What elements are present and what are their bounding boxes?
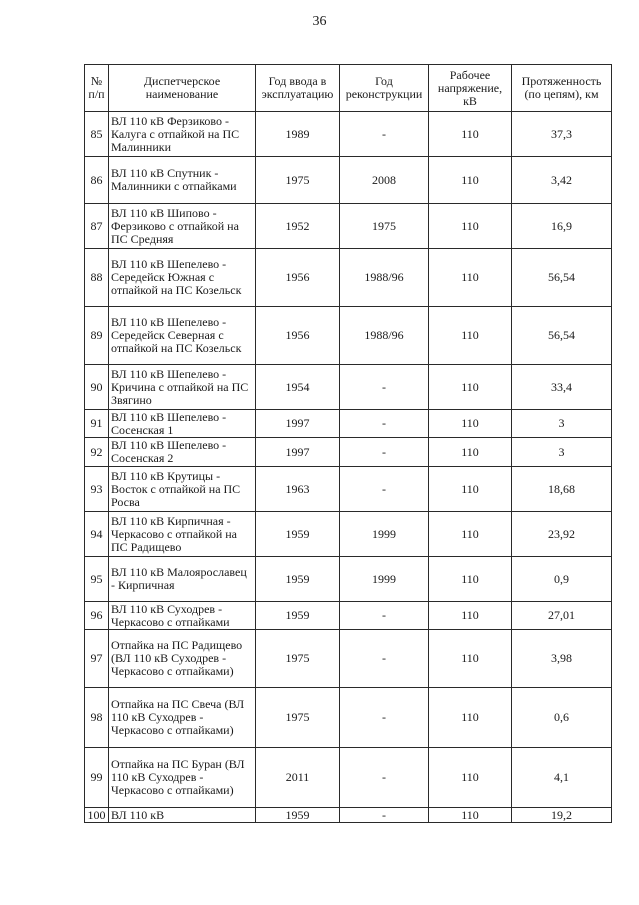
row-number-cell: 90: [85, 365, 109, 410]
table-row: [85, 365, 612, 410]
row-number-cell: 99: [85, 748, 109, 808]
row-number-cell: 93: [85, 467, 109, 512]
voltage-cell: 110: [429, 365, 512, 410]
reconstruction-year-cell: 1999: [340, 557, 429, 602]
reconstruction-year-cell: -: [340, 748, 429, 808]
header-name: Диспетчерское наименование: [109, 65, 256, 112]
table-row: [85, 307, 612, 365]
page-number: 36: [312, 14, 327, 29]
length-cell: 23,92: [512, 512, 612, 557]
voltage-cell: 110: [429, 112, 512, 157]
row-number-cell: 86: [85, 157, 109, 204]
reconstruction-year-cell: 1988/96: [340, 249, 429, 307]
length-cell: 56,54: [512, 307, 612, 365]
reconstruction-year-cell: -: [340, 112, 429, 157]
table-body: [85, 112, 612, 823]
reconstruction-year-cell: 2008: [340, 157, 429, 204]
reconstruction-year-cell: -: [340, 688, 429, 748]
commission-year-cell: 1963: [256, 467, 340, 512]
voltage-cell: 110: [429, 557, 512, 602]
commission-year-cell: 1975: [256, 688, 340, 748]
header-voltage: Рабочее напряжение, кВ: [429, 65, 512, 112]
length-cell: 27,01: [512, 602, 612, 630]
line-name-cell: ВЛ 110 кВ Шепелево - Середейск Южная с отпайкой на ПС Козельск: [109, 249, 256, 307]
table-row: [85, 410, 612, 438]
line-name-cell: Отпайка на ПС Свеча (ВЛ 110 кВ Суходрев - Черкасово с отпайками): [109, 688, 256, 748]
line-name-cell: ВЛ 110 кВ Крутицы - Восток с отпайкой на ПС Росва: [109, 467, 256, 512]
length-cell: 56,54: [512, 249, 612, 307]
reconstruction-year-cell: -: [340, 438, 429, 467]
line-name-cell: ВЛ 110 кВ Кирпичная - Черкасово с отпайкой на ПС Радищево: [109, 512, 256, 557]
table-row: [85, 688, 612, 748]
commission-year-cell: 1956: [256, 249, 340, 307]
voltage-cell: 110: [429, 467, 512, 512]
table-row: [85, 748, 612, 808]
table-row: [85, 112, 612, 157]
reconstruction-year-cell: -: [340, 630, 429, 688]
reconstruction-year-cell: 1999: [340, 512, 429, 557]
commission-year-cell: 1956: [256, 307, 340, 365]
voltage-cell: 110: [429, 630, 512, 688]
voltage-cell: 110: [429, 688, 512, 748]
voltage-cell: 110: [429, 307, 512, 365]
table-row: [85, 557, 612, 602]
length-cell: 33,4: [512, 365, 612, 410]
row-number-cell: 100: [85, 808, 109, 823]
table-row: [85, 157, 612, 204]
header-recon: Год реконструкции: [340, 65, 429, 112]
commission-year-cell: 1959: [256, 512, 340, 557]
commission-year-cell: 1975: [256, 630, 340, 688]
reconstruction-year-cell: 1975: [340, 204, 429, 249]
row-number-cell: 92: [85, 438, 109, 467]
line-name-cell: ВЛ 110 кВ Спутник - Малинники с отпайками: [109, 157, 256, 204]
reconstruction-year-cell: -: [340, 410, 429, 438]
header-year: Год ввода в эксплуатацию: [256, 65, 340, 112]
line-name-cell: Отпайка на ПС Радищево (ВЛ 110 кВ Суходрев - Черкасово с отпайками): [109, 630, 256, 688]
reconstruction-year-cell: -: [340, 808, 429, 823]
length-cell: 3: [512, 438, 612, 467]
length-cell: 37,3: [512, 112, 612, 157]
line-name-cell: Отпайка на ПС Буран (ВЛ 110 кВ Суходрев - Черкасово с отпайками): [109, 748, 256, 808]
line-name-cell: ВЛ 110 кВ Шепелево - Середейск Северная с отпайкой на ПС Козельск: [109, 307, 256, 365]
length-cell: 19,2: [512, 808, 612, 823]
reconstruction-year-cell: -: [340, 602, 429, 630]
transmission-lines-table: [84, 64, 612, 823]
commission-year-cell: 1975: [256, 157, 340, 204]
length-cell: 16,9: [512, 204, 612, 249]
row-number-cell: 96: [85, 602, 109, 630]
table-row: [85, 630, 612, 688]
length-cell: 0,9: [512, 557, 612, 602]
row-number-cell: 95: [85, 557, 109, 602]
length-cell: 3,98: [512, 630, 612, 688]
line-name-cell: ВЛ 110 кВ Шипово - Ферзиково с отпайкой на ПС Средняя: [109, 204, 256, 249]
length-cell: 18,68: [512, 467, 612, 512]
table-row: [85, 204, 612, 249]
reconstruction-year-cell: -: [340, 467, 429, 512]
line-name-cell: ВЛ 110 кВ Ферзиково - Калуга с отпайкой на ПС Малинники: [109, 112, 256, 157]
header-length: Протяженность (по цепям), км: [512, 65, 612, 112]
row-number-cell: 98: [85, 688, 109, 748]
row-number-cell: 87: [85, 204, 109, 249]
voltage-cell: 110: [429, 249, 512, 307]
line-name-cell: ВЛ 110 кВ Малоярославец - Кирпичная: [109, 557, 256, 602]
voltage-cell: 110: [429, 512, 512, 557]
commission-year-cell: 1959: [256, 808, 340, 823]
table-row: [85, 808, 612, 823]
line-name-cell: ВЛ 110 кВ Суходрев - Черкасово с отпайками: [109, 602, 256, 630]
reconstruction-year-cell: 1988/96: [340, 307, 429, 365]
line-name-cell: ВЛ 110 кВ Шепелево - Сосенская 2: [109, 438, 256, 467]
header-num: № п/п: [85, 65, 109, 112]
voltage-cell: 110: [429, 748, 512, 808]
table-row: [85, 249, 612, 307]
line-name-cell: ВЛ 110 кВ Шепелево - Сосенская 1: [109, 410, 256, 438]
commission-year-cell: 1952: [256, 204, 340, 249]
commission-year-cell: 1989: [256, 112, 340, 157]
table-row: [85, 512, 612, 557]
commission-year-cell: 1997: [256, 410, 340, 438]
commission-year-cell: 1959: [256, 602, 340, 630]
table-row: [85, 467, 612, 512]
length-cell: 4,1: [512, 748, 612, 808]
length-cell: 0,6: [512, 688, 612, 748]
line-name-cell: ВЛ 110 кВ: [109, 808, 256, 823]
commission-year-cell: 2011: [256, 748, 340, 808]
table-row: [85, 438, 612, 467]
length-cell: 3,42: [512, 157, 612, 204]
table-header-row: [85, 65, 612, 112]
voltage-cell: 110: [429, 602, 512, 630]
row-number-cell: 85: [85, 112, 109, 157]
table-row: [85, 602, 612, 630]
row-number-cell: 89: [85, 307, 109, 365]
voltage-cell: 110: [429, 438, 512, 467]
row-number-cell: 88: [85, 249, 109, 307]
voltage-cell: 110: [429, 157, 512, 204]
reconstruction-year-cell: -: [340, 365, 429, 410]
commission-year-cell: 1954: [256, 365, 340, 410]
voltage-cell: 110: [429, 808, 512, 823]
line-name-cell: ВЛ 110 кВ Шепелево - Кричина с отпайкой на ПС Звягино: [109, 365, 256, 410]
row-number-cell: 97: [85, 630, 109, 688]
commission-year-cell: 1997: [256, 438, 340, 467]
voltage-cell: 110: [429, 204, 512, 249]
length-cell: 3: [512, 410, 612, 438]
row-number-cell: 91: [85, 410, 109, 438]
voltage-cell: 110: [429, 410, 512, 438]
row-number-cell: 94: [85, 512, 109, 557]
commission-year-cell: 1959: [256, 557, 340, 602]
